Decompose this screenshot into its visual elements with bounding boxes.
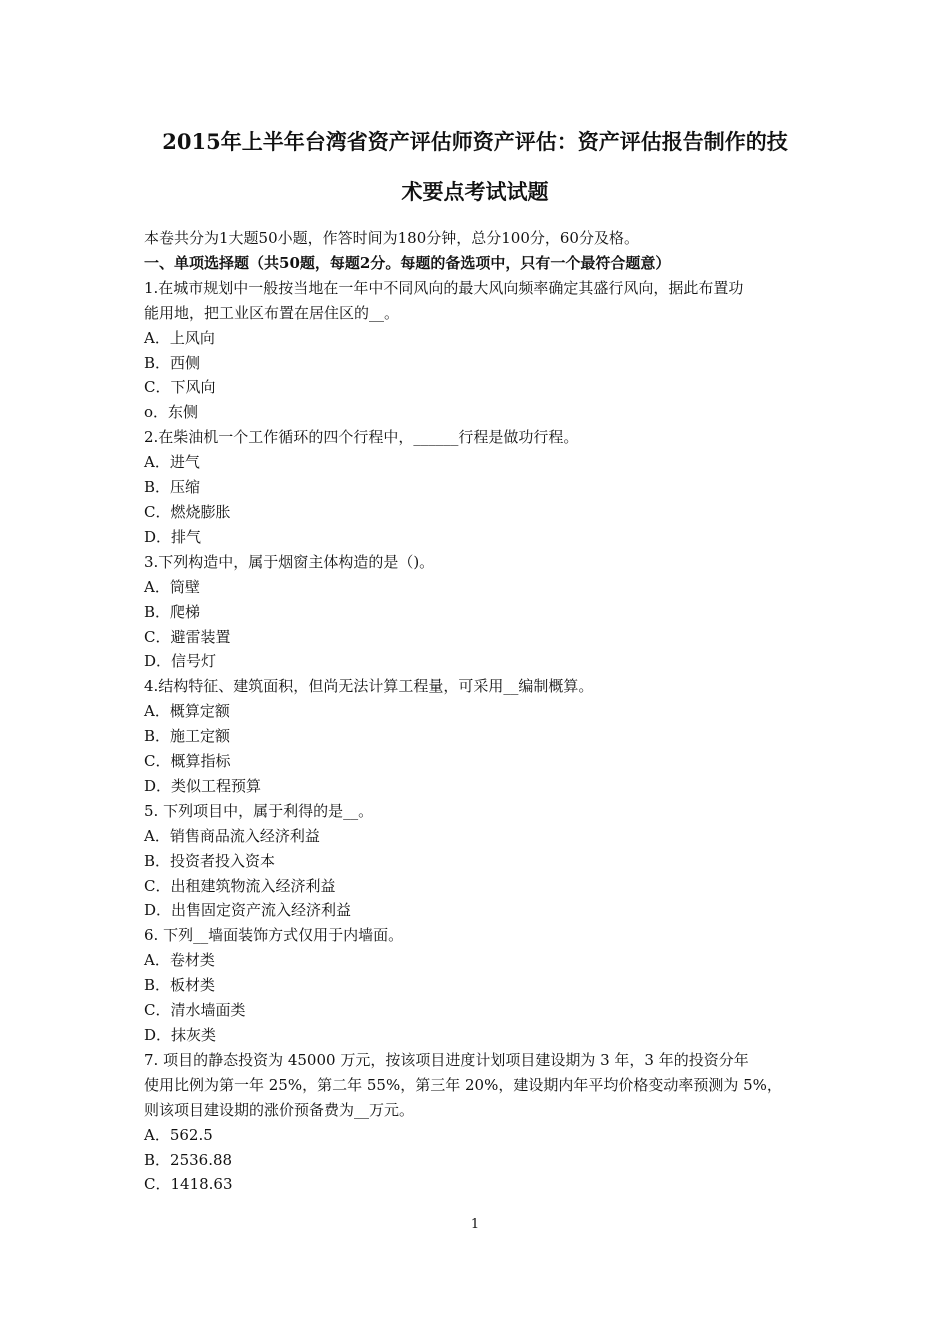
answer-option: A．筒壁 [144,577,200,596]
answer-option: C．出租建筑物流入经济利益 [144,876,336,895]
answer-option: C．清水墙面类 [144,1001,246,1020]
question-stem: 1.在城市规划中一般按当地在一年中不同风向的最大风向频率确定其盛行风向，据此布置功 [144,278,744,297]
answer-option: B．爬梯 [144,602,201,621]
answer-option: D．排气 [144,527,202,546]
answer-option: B．板材类 [144,976,216,995]
question-stem: 4.结构特征、建筑面积，但尚无法计算工程量，可采用__编制概算。 [144,677,594,696]
question-stem: 则该项目建设期的涨价预备费为__万元。 [144,1100,415,1119]
question-stem: 2.在柴油机一个工作循环的四个行程中，______行程是做功行程。 [144,428,579,447]
question-stem: 7. 项目的静态投资为 45000 万元，按该项目进度计划项目建设期为 3 年，3 年的投资分年 [144,1050,749,1069]
answer-option: C．避雷装置 [144,627,231,646]
answer-option: B．西侧 [144,353,201,372]
answer-option: A．上风向 [144,328,215,347]
answer-option: o．东侧 [144,403,199,422]
answer-option: D．信号灯 [144,652,217,671]
doc-title-line-2: 术要点考试试题 [401,179,549,204]
question-stem: 使用比例为第一年 25%，第二年 55%，第三年 20%，建设期内年平均价格变动率预测为 5%， [144,1075,782,1094]
answer-option: A．562.5 [144,1125,213,1144]
answer-option: B．施工定额 [144,727,231,746]
answer-option: A．卷材类 [144,951,215,970]
answer-option: C．1418.63 [144,1175,233,1194]
doc-body [144,226,824,1197]
doc-title-line-1: 2015年上半年台湾省资产评估师资产评估：资产评估报告制作的技 [162,129,788,154]
answer-option: B．压缩 [144,478,201,497]
answer-option: A．概算定额 [144,702,230,721]
answer-option: A．销售商品流入经济利益 [144,826,320,845]
answer-option: C．概算指标 [144,752,231,771]
exam-intro: 本卷共分为1大题50小题，作答时间为180分钟，总分100分，60分及格。 [144,229,639,247]
answer-option: B．2536.88 [144,1150,233,1169]
answer-option: B．投资者投入资本 [144,851,276,870]
question-stem: 3.下列构造中，属于烟窗主体构造的是（)。 [144,552,435,571]
answer-option: D．出售固定资产流入经济利益 [144,901,352,920]
answer-option: C．下风向 [144,378,216,397]
question-stem: 5. 下列项目中，属于利得的是__。 [144,801,374,820]
question-stem: 6. 下列__墙面装饰方式仅用于内墙面。 [144,926,404,945]
page-number: 1 [470,1217,480,1232]
answer-option: D．抹灰类 [144,1026,217,1044]
answer-option: A．进气 [144,453,200,472]
answer-option: C．燃烧膨胀 [144,502,231,521]
answer-option: D．类似工程预算 [144,776,262,795]
question-stem: 能用地，把工业区布置在居住区的__。 [144,303,400,322]
section-heading: 一、单项选择题（共50题，每题2分。每题的备选项中，只有一个最符合题意） [144,253,671,272]
